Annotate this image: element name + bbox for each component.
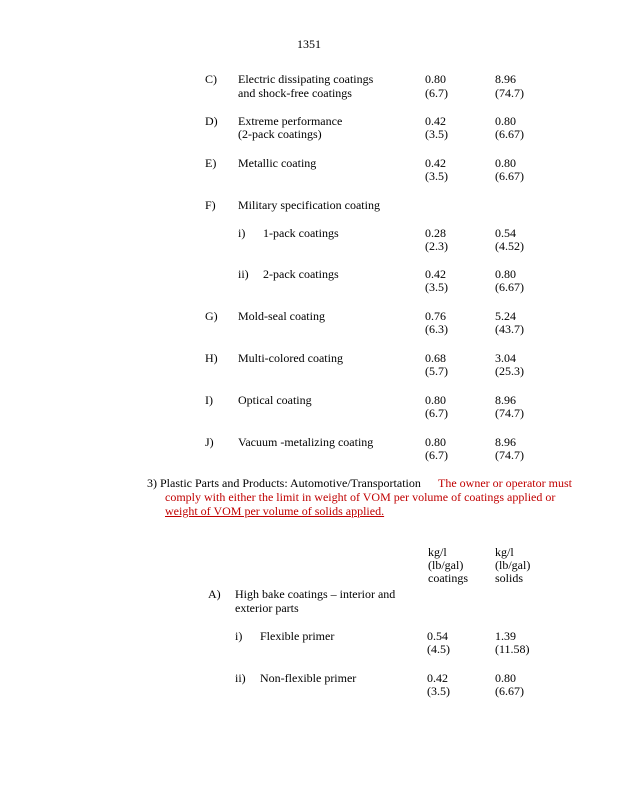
solids-value-lbgal: (74.7) (495, 406, 524, 420)
coatings-value: 0.76 (425, 309, 446, 323)
item-letter: H) (205, 351, 218, 365)
item-description-cont: exterior parts (235, 601, 299, 615)
coatings-value: 0.54 (427, 629, 448, 643)
coatings-value-lbgal: (6.3) (425, 322, 448, 336)
solids-value-lbgal: (74.7) (495, 86, 524, 100)
item-description: Optical coating (238, 393, 312, 407)
coatings-value: 0.42 (425, 267, 446, 281)
coatings-value-lbgal: (4.5) (427, 642, 450, 656)
header-unit-alt: (lb/gal) (495, 558, 531, 572)
item-description: 2-pack coatings (263, 267, 339, 281)
item-description: Metallic coating (238, 156, 317, 170)
solids-value: 8.96 (495, 435, 516, 449)
solids-value-lbgal: (74.7) (495, 448, 524, 462)
page-number: 1351 (297, 37, 321, 51)
item-letter: G) (205, 309, 218, 323)
solids-value: 5.24 (495, 309, 516, 323)
solids-value-lbgal: (43.7) (495, 322, 524, 336)
item-description: 1-pack coatings (263, 226, 339, 240)
coatings-value-lbgal: (3.5) (425, 127, 448, 141)
coatings-value-lbgal: (3.5) (427, 684, 450, 698)
item-description: Extreme performance (238, 114, 343, 128)
amendment-text: comply with either the limit in weight of VOM per volume of coatings applied or (165, 490, 556, 504)
header-label: solids (495, 571, 524, 585)
solids-value-lbgal: (6.67) (495, 280, 524, 294)
coatings-value-lbgal: (5.7) (425, 364, 448, 378)
solids-value-lbgal: (6.67) (495, 169, 524, 183)
item-letter: J) (205, 435, 214, 449)
item-description: High bake coatings – interior and (235, 587, 396, 601)
item-description: Flexible primer (260, 629, 335, 643)
amendment-text-underlined: weight of VOM per volume of solids applied. (165, 504, 385, 518)
solids-value: 0.80 (495, 671, 516, 685)
item-description: Military specification coating (238, 198, 380, 212)
solids-value: 0.80 (495, 114, 516, 128)
header-label: coatings (428, 571, 468, 585)
item-description-cont: (2-pack coatings) (238, 127, 322, 141)
coatings-value: 0.42 (427, 671, 448, 685)
item-letter: E) (205, 156, 217, 170)
sub-item-numeral: ii) (235, 671, 246, 685)
item-letter: A) (208, 587, 221, 601)
item-letter: F) (205, 198, 216, 212)
solids-value: 0.80 (495, 267, 516, 281)
header-unit-alt: (lb/gal) (428, 558, 464, 572)
solids-value: 8.96 (495, 72, 516, 86)
solids-value-lbgal: (6.67) (495, 684, 524, 698)
coatings-value-lbgal: (3.5) (425, 280, 448, 294)
sub-item-numeral: ii) (238, 267, 249, 281)
solids-value-lbgal: (11.58) (495, 642, 530, 656)
item-description: Vacuum -metalizing coating (238, 435, 374, 449)
solids-value: 1.39 (495, 629, 516, 643)
coatings-value-lbgal: (6.7) (425, 406, 448, 420)
coatings-value: 0.42 (425, 156, 446, 170)
solids-value-lbgal: (4.52) (495, 239, 524, 253)
section-title: 3) Plastic Parts and Products: Automotive/Transportation (147, 476, 421, 490)
item-description: Electric dissipating coatings (238, 72, 374, 86)
coatings-value: 0.80 (425, 72, 446, 86)
item-letter: C) (205, 72, 217, 86)
solids-value-lbgal: (6.67) (495, 127, 524, 141)
item-description: Mold-seal coating (238, 309, 325, 323)
solids-value-lbgal: (25.3) (495, 364, 524, 378)
solids-value: 0.80 (495, 156, 516, 170)
item-letter: D) (205, 114, 218, 128)
sub-item-numeral: i) (235, 629, 243, 643)
coatings-value-lbgal: (2.3) (425, 239, 448, 253)
item-letter: I) (205, 393, 213, 407)
coatings-value: 0.68 (425, 351, 446, 365)
coatings-value: 0.42 (425, 114, 446, 128)
coatings-value: 0.80 (425, 435, 446, 449)
coatings-value: 0.80 (425, 393, 446, 407)
item-description: Multi-colored coating (238, 351, 343, 365)
coatings-value-lbgal: (6.7) (425, 448, 448, 462)
coatings-value-lbgal: (3.5) (425, 169, 448, 183)
item-description-cont: and shock-free coatings (238, 86, 352, 100)
header-unit: kg/l (428, 545, 447, 559)
solids-value: 3.04 (495, 351, 516, 365)
solids-value: 8.96 (495, 393, 516, 407)
header-unit: kg/l (495, 545, 514, 559)
coatings-value: 0.28 (425, 226, 446, 240)
amendment-text: The owner or operator must (438, 476, 572, 490)
sub-item-numeral: i) (238, 226, 246, 240)
solids-value: 0.54 (495, 226, 516, 240)
item-description: Non-flexible primer (260, 671, 357, 685)
coatings-value-lbgal: (6.7) (425, 86, 448, 100)
